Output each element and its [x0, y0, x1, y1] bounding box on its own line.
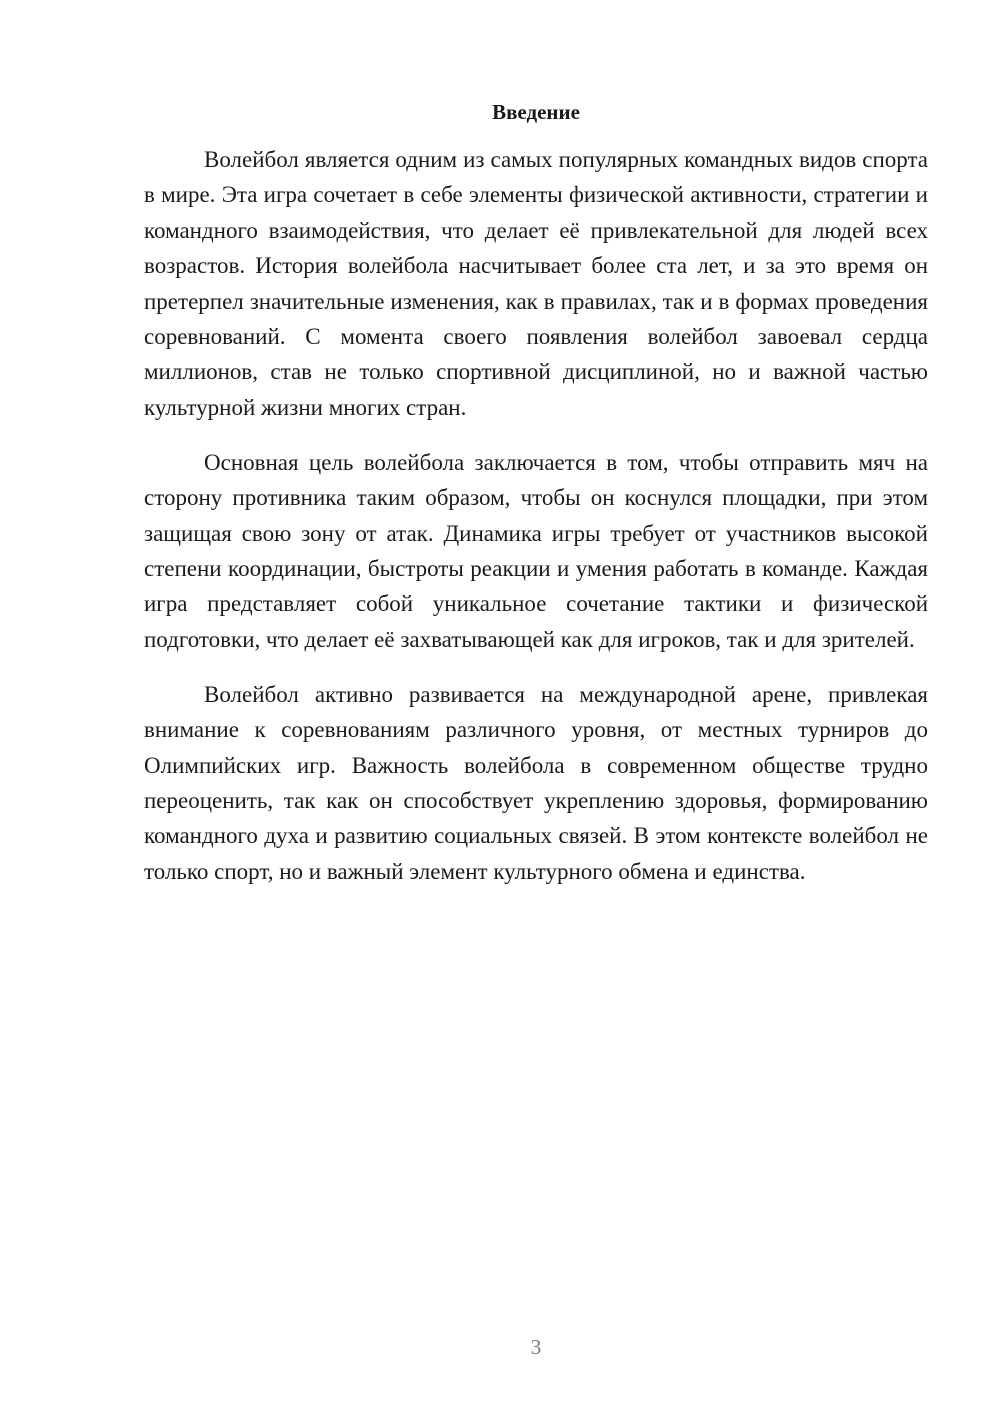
- body-text: [144, 142, 928, 909]
- page-number: 3: [530, 1335, 542, 1359]
- paragraph-3: Волейбол активно развивается на международной арене, привлекая внимание к соревнованиям различного уровня, от местных турниров до Олимпийских игр. Важность волейбола в современном обществе трудно переоценить, так как он способствует укреплению здоровья, формированию командного духа и развитию социальных связей. В этом контексте волейбол не только спорт, но и важный элемент культурного обмена и единства.: [144, 681, 928, 884]
- page-title: Введение: [492, 100, 580, 124]
- paragraph-2: Основная цель волейбола заключается в том, чтобы отправить мяч на сторону противника таким образом, чтобы он коснулся площадки, при этом защищая свою зону от атак. Динамика игры требует от участников высокой степени координации, быстроты реакции и умения работать в команде. Каждая игра представляет собой уникальное сочетание тактики и физической подготовки, что делает её захватывающей как для игроков, так и для зрителей.: [144, 449, 928, 652]
- paragraph-1: Волейбол является одним из самых популярных командных видов спорта в мире. Эта игра сочетает в себе элементы физической активности, стратегии и командного взаимодействия, что делает её привлекательной для людей всех возрастов. История волейбола насчитывает более ста лет, и за это время он претерпел значительные изменения, как в правилах, так и в формах проведения соревнований. С момента своего появления волейбол завоевал сердца миллионов, став не только спортивной дисциплиной, но и важной частью культурной жизни многих стран.: [144, 147, 928, 420]
